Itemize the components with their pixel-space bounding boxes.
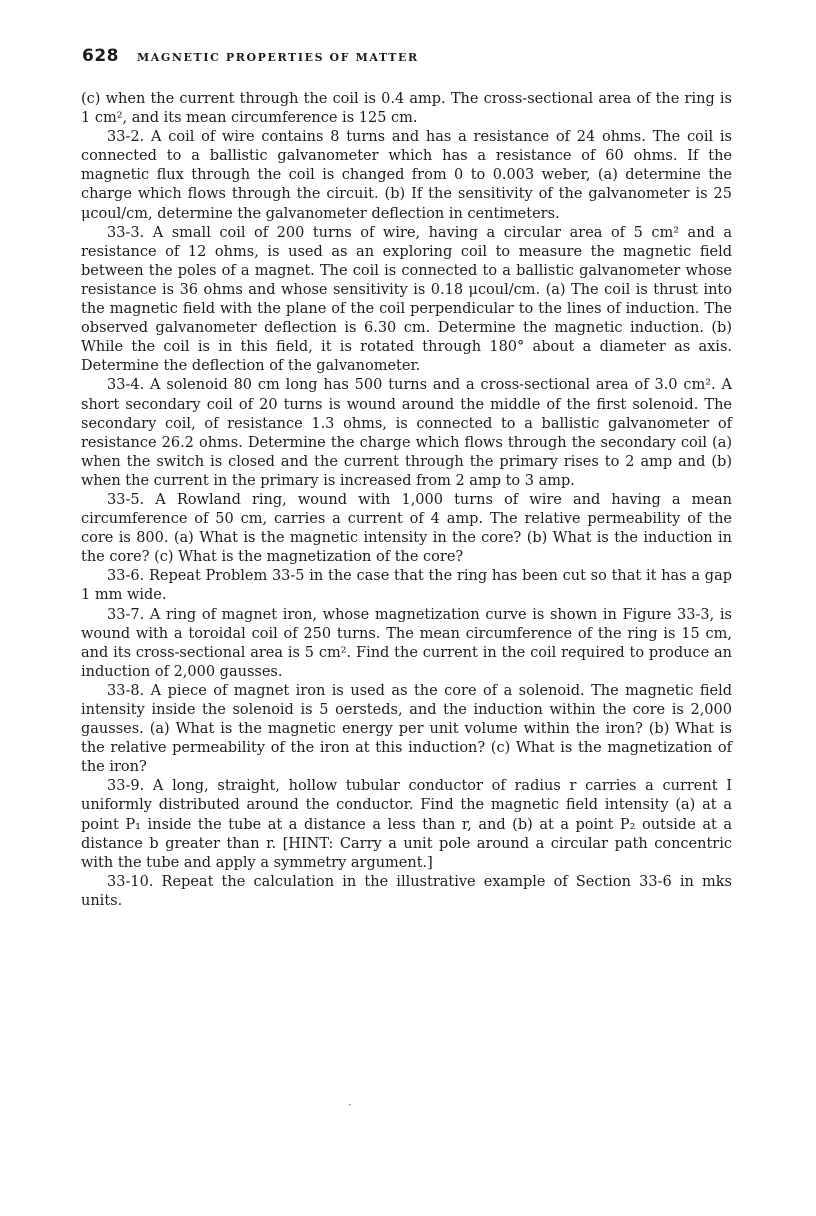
stray-mark: · bbox=[348, 1098, 352, 1112]
problem-33-4: 33-4. A solenoid 80 cm long has 500 turns and a cross-sectional area of 3.0 cm². A short secondary coil of 20 turns is wound around the middle of the first solenoid. The secondary coil, of resistance 1.3 ohms, is connected to a ballistic galvanometer of resistance 26.2 ohms. Determine the charge which flows through the secondary coil (a) when the switch is closed and the current through the primary rises to 2 amp and (b) when the current in the primary is increased from 2 amp to 3 amp. bbox=[81, 377, 732, 489]
problem-33-5: 33-5. A Rowland ring, wound with 1,000 turns of wire and having a mean circumference of 50 cm, carries a current of 4 amp. The relative permeability of the core is 800. (a) What is the magnetic intensity in the core? (b) What is the induction in the core? (c) What is the magnetization of the core? bbox=[81, 491, 732, 566]
problem-33-8: 33-8. A piece of magnet iron is used as the core of a solenoid. The magnetic field intensity inside the solenoid is 5 oersteds, and the induction within the core is 2,000 gausses. (a) What is the magnetic energy per unit volume within the iron? (b) What is the relative permeability of the iron at this induction? (c) What is the magnetization of the iron? bbox=[81, 682, 732, 776]
problem-33-10: 33-10. Repeat the calculation in the illustrative example of Section 33-6 in mks units. bbox=[81, 873, 732, 909]
problem-33-3: 33-3. A small coil of 200 turns of wire, having a circular area of 5 cm² and a resistance of 12 ohms, is used as an exploring coil to measure the magnetic field between the poles of a magnet. The coil is connected to a ballistic galvanometer whose resistance is 36 ohms and whose sensitivity is 0.18 μcoul/cm. (a) The coil is thrust into the magnetic field with the plane of the coil perpendicular to the lines of induction. The observed galvanometer deflection is 6.30 cm. Determine the magnetic induction. (b) While the coil is in this field, it is rotated through 180° about a diameter as axis. Determine the deflection of the galvanometer. bbox=[81, 224, 732, 375]
problem-text bbox=[81, 90, 732, 911]
problem-33-7: 33-7. A ring of magnet iron, whose magnetization curve is shown in Figure 33-3, is wound with a toroidal coil of 250 turns. The mean circumference of the ring is 15 cm, and its cross-sectional area is 5 cm². Find the current in the coil required to produce an induction of 2,000 gausses. bbox=[81, 606, 732, 680]
problem-33-2: 33-2. A coil of wire contains 8 turns and has a resistance of 24 ohms. The coil is connected to a ballistic galvanometer which has a resistance of 60 ohms. If the magnetic flux through the coil is changed from 0 to 0.003 weber, (a) determine the charge which flows through the circuit. (b) If the sensitivity of the galvanometer is 25 μcoul/cm, determine the galvanometer deflection in centimeters. bbox=[81, 129, 732, 222]
page-number: 628 bbox=[82, 46, 119, 66]
problem-33-9: 33-9. A long, straight, hollow tubular conductor of radius r carries a current I uniformly distributed around the conductor. Find the magnetic field intensity (a) at a point P₁ inside the tube at a distance a less than r, and (b) at a point P₂ outside at a distance b greater than r. [HINT: Carry a unit pole around a circular path concentric with the tube and apply a symmetry argument.] bbox=[81, 778, 732, 871]
running-head: MAGNETIC PROPERTIES OF MATTER bbox=[137, 51, 419, 64]
problem-33-6: 33-6. Repeat Problem 33-5 in the case that the ring has been cut so that it has a gap 1 mm wide. bbox=[81, 568, 732, 604]
page-header bbox=[82, 46, 419, 66]
paragraph-continuation: (c) when the current through the coil is 0.4 amp. The cross-sectional area of the ring is 1 cm², and its mean circumference is 125 cm. bbox=[81, 91, 732, 127]
